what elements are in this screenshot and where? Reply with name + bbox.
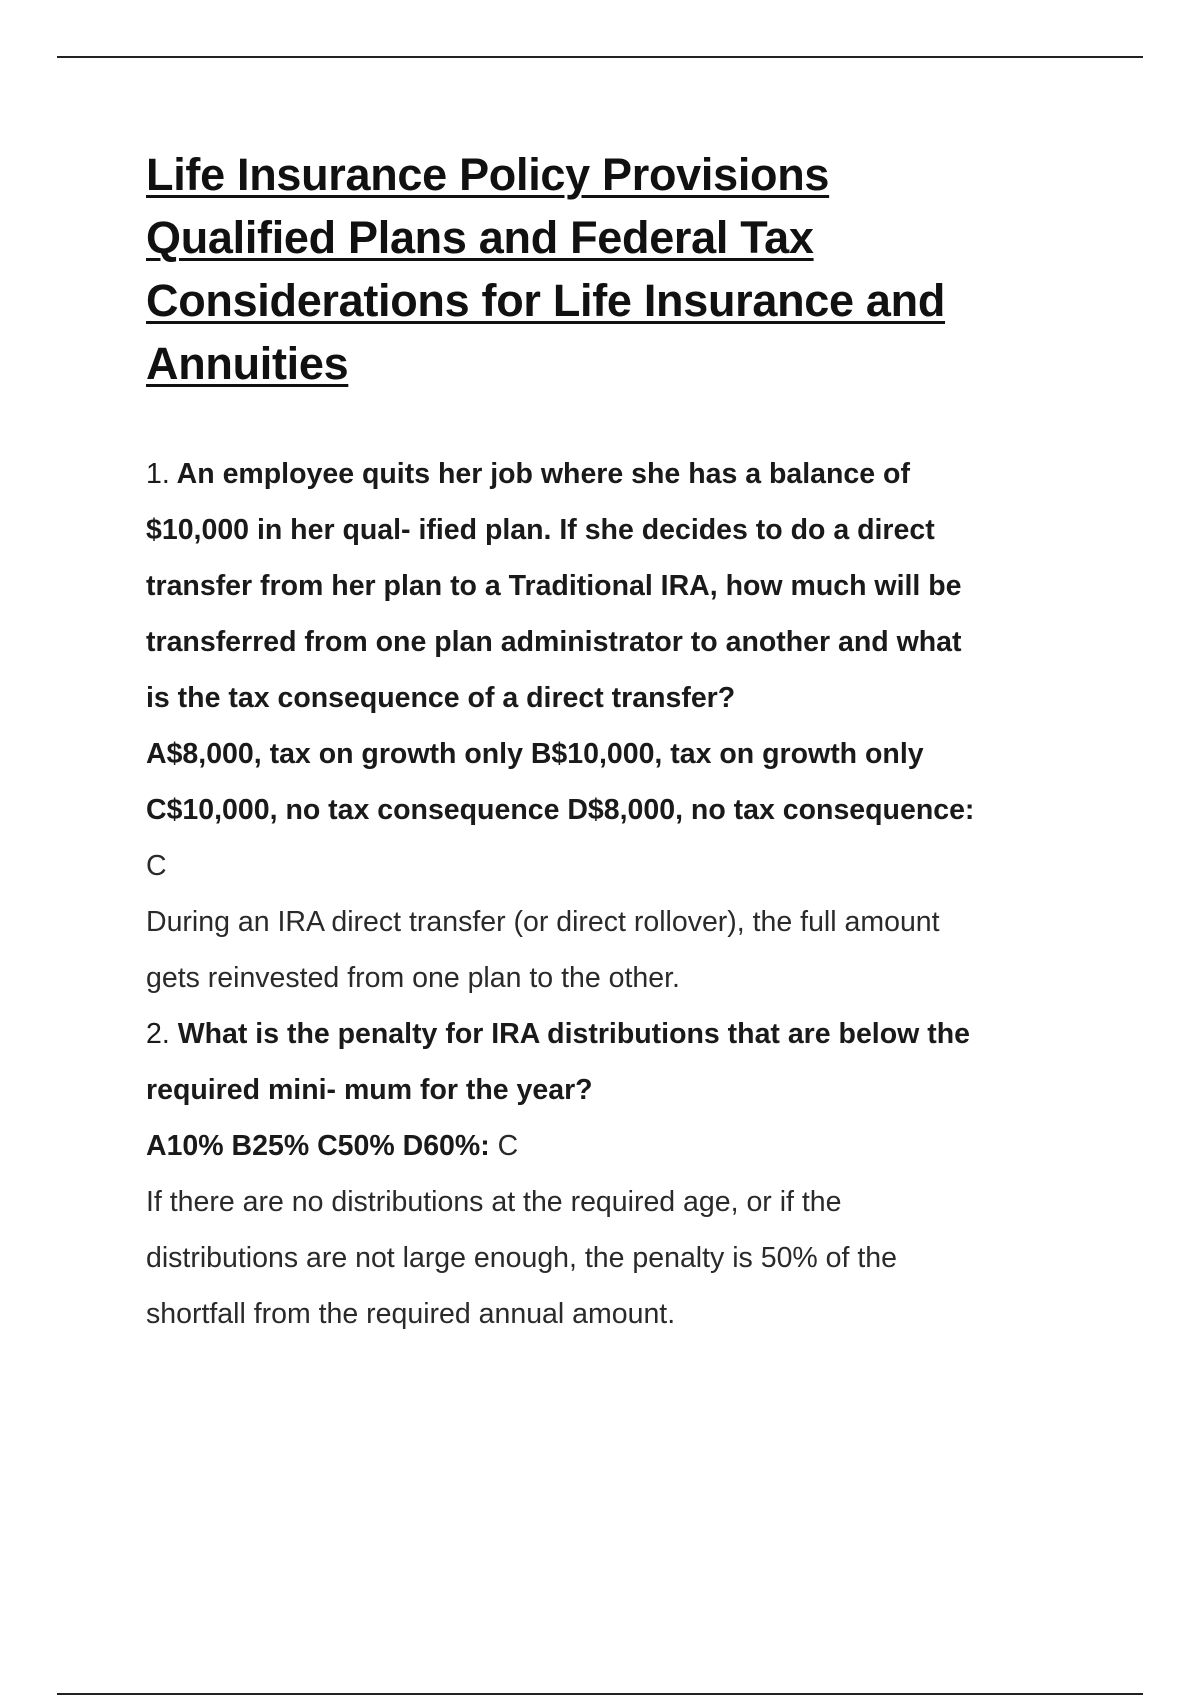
question-1-options: A$8,000, tax on growth only B$10,000, tax on growth only [146, 738, 924, 770]
document-content [146, 143, 1106, 1342]
question-1-line [146, 446, 1106, 502]
questions-section [146, 446, 1106, 1342]
question-2-options: A10% B25% C50% D60%: [146, 1130, 490, 1162]
question-1-options: C$10,000, no tax consequence D$8,000, no tax consequence: [146, 794, 975, 826]
title-line: Annuities [146, 338, 349, 389]
question-2 [146, 1006, 1106, 1342]
question-1-line: transferred from one plan administrator to another and what [146, 626, 962, 658]
question-2-explanation: shortfall from the required annual amount. [146, 1298, 676, 1330]
question-2-explanation: distributions are not large enough, the penalty is 50% of the [146, 1242, 897, 1274]
question-2-options-line [146, 1118, 1106, 1174]
title-line: Qualified Plans and Federal Tax [146, 212, 814, 263]
top-rule [57, 56, 1143, 58]
question-1-line: transfer from her plan to a Traditional IRA, how much will be [146, 570, 962, 602]
question-1-text: An employee quits her job where she has a balance of [176, 458, 910, 490]
question-2-answer: C [497, 1130, 519, 1162]
title-line: Considerations for Life Insurance and [146, 275, 946, 326]
bottom-rule [57, 1693, 1143, 1695]
question-2-line [146, 1006, 1106, 1062]
question-2-explanation: If there are no distributions at the required age, or if the [146, 1186, 842, 1218]
question-1-explanation: gets reinvested from one plan to the other. [146, 962, 680, 994]
question-2-number: 2. [146, 1018, 170, 1050]
title-line: Life Insurance Policy Provisions [146, 149, 830, 200]
question-1-line: is the tax consequence of a direct transfer? [146, 682, 736, 714]
document-title [146, 143, 1106, 395]
question-2-text: What is the penalty for IRA distributions that are below the [177, 1018, 970, 1050]
question-1-number: 1. [146, 458, 170, 490]
question-2-line: required mini- mum for the year? [146, 1074, 593, 1106]
question-1 [146, 446, 1106, 1006]
question-1-line: $10,000 in her qual- ified plan. If she decides to do a direct [146, 514, 935, 546]
question-1-answer: C [146, 850, 167, 882]
question-1-explanation: During an IRA direct transfer (or direct rollover), the full amount [146, 906, 940, 938]
